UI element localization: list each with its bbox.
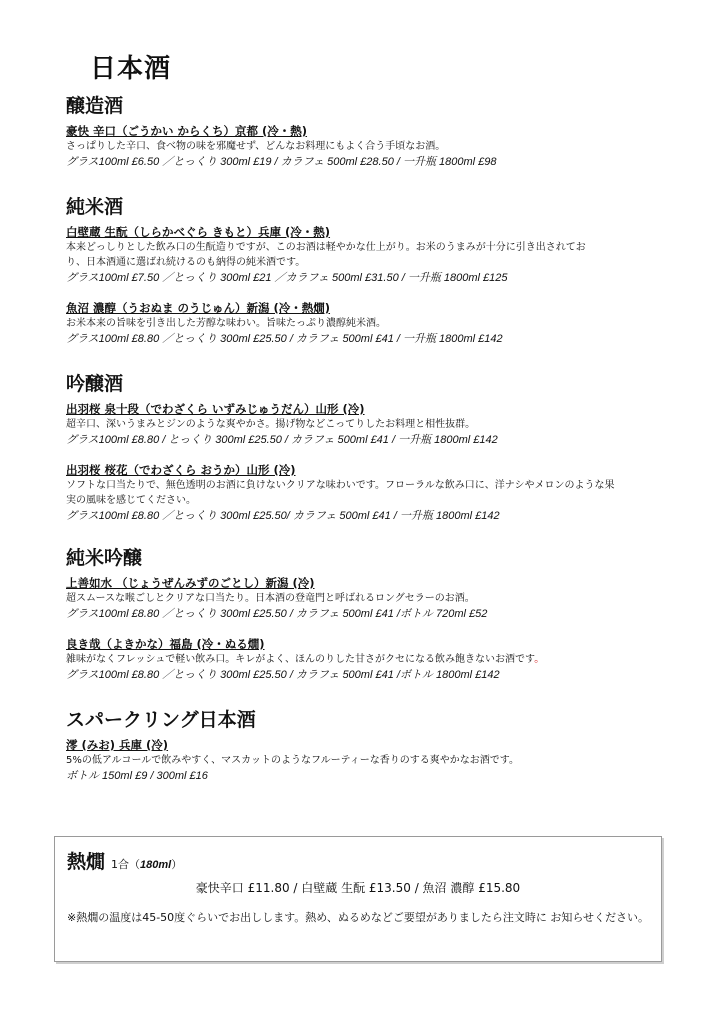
section-sparkling (66, 708, 666, 798)
item-price: グラス100ml £8.80 ／とっくり 300ml £25.50 / カラフェ 500ml £41 /ボトル 1800ml £142 (66, 669, 500, 681)
atsukan-unit-close: ） (171, 858, 183, 871)
menu-item (66, 462, 666, 524)
menu-item (66, 401, 666, 448)
menu-item (66, 224, 666, 286)
atsukan-prices: 豪快辛口 £11.80 / 白壁蔵 生酛 £13.50 / 魚沼 濃醇 £15.80 (195, 881, 521, 895)
item-description: 超スムースな喉ごしとクリアな口当たり。日本酒の登竜門と呼ばれるロングセラーのお酒。 (66, 593, 475, 604)
atsukan-unit-label: 1合（ (111, 858, 141, 871)
menu-item (66, 737, 666, 784)
atsukan-box (54, 836, 662, 962)
item-description: 実の風味を感じてください。 (66, 495, 196, 506)
menu-item (66, 300, 666, 347)
item-price: グラス100ml £8.80 ／とっくり 300ml £25.50 / カラフェ 500ml £41 / 一升瓶 1800ml £142 (66, 333, 503, 345)
item-description: り、日本酒通に選ばれ続けるのも納得の純米酒です。 (66, 257, 306, 268)
section-title: 純米吟醸 (66, 547, 143, 569)
page-title: 日本酒 (90, 54, 172, 84)
item-price: グラス100ml £8.80 ／とっくり 300ml £25.50/ カラフェ 500ml £41 / 一升瓶 1800ml £142 (66, 510, 500, 522)
item-price: グラス100ml £8.80 / とっくり 300ml £25.50 / カラフェ 500ml £41 / 一升瓶 1800ml £142 (66, 434, 498, 446)
menu-item (66, 636, 666, 683)
item-name: 白壁蔵 生酛（しらかべぐら きもと）兵庫 (冷・熱) (66, 225, 331, 239)
section-title: 醸造酒 (66, 95, 124, 117)
item-description-text: 雑味がなくフレッシュで軽い飲み口。キレがよく、ほんのりした甘さがクセになる飲み飽きないお酒です (66, 654, 535, 665)
item-price: ボトル 150ml £9 / 300ml £16 (66, 770, 208, 782)
section-ginjo (66, 372, 666, 538)
atsukan-title: 熱燗 (67, 851, 106, 873)
menu-item (66, 575, 666, 622)
item-description: さっぱりした辛口、食べ物の味を邪魔せず、どんなお料理にもよく合う手頃なお酒。 (66, 141, 446, 152)
section-jozo (66, 94, 666, 184)
item-description: 超辛口、深いうまみとジンのような爽やかさ。揚げ物などこってりしたお料理と相性抜群。 (66, 419, 476, 430)
atsukan-unit-ml: 180ml (140, 859, 172, 871)
section-junmai-ginjo (66, 546, 666, 697)
atsukan-header (67, 847, 182, 874)
item-description: 5%の低アルコールで飲みやすく、マスカットのようなフルーティーな香りのする爽やかなお酒です。 (66, 755, 519, 766)
item-name: 澪 (みお) 兵庫 (冷) (66, 738, 169, 752)
item-name: 出羽桜 桜花（でわざくら おうか）山形 (冷) (66, 463, 296, 477)
item-description: ソフトな口当たりで、無色透明のお酒に負けないクリアな味わいです。フローラルな飲み口に、洋ナシやメロンのような果 (66, 480, 615, 491)
atsukan-unit (111, 858, 182, 871)
section-title: 純米酒 (66, 196, 124, 218)
item-name: 上善如水 （じょうぜんみずのごとし）新潟 (冷) (66, 576, 315, 590)
atsukan-note: ※熱燗の温度は45-50度ぐらいでお出しします。熱め、ぬるめなどご要望がありましたら注文時に お知らせください。 (67, 911, 650, 924)
section-title: 吟醸酒 (66, 373, 124, 395)
item-description-period: 。 (534, 654, 545, 665)
item-description: お米本来の旨味を引き出した芳醇な味わい。旨味たっぷり濃醇純米酒。 (66, 318, 386, 329)
menu-item (66, 123, 666, 170)
section-title: スパークリング日本酒 (66, 709, 256, 731)
item-name: 良き哉（よきかな）福島 (冷・ぬる燗) (66, 637, 265, 651)
item-price: グラス100ml £8.80 ／とっくり 300ml £25.50 / カラフェ 500ml £41 /ボトル 720ml £52 (66, 608, 488, 620)
item-name: 豪快 辛口（ごうかい からくち）京都 (冷・熱) (66, 124, 308, 138)
item-description: 本来どっしりとした飲み口の生酛造りですが、このお酒は軽やかな仕上がり。お米のうまみが十分に引き出されてお (66, 242, 586, 253)
item-description (66, 652, 666, 667)
section-junmai (66, 195, 666, 361)
item-name: 出羽桜 泉十段（でわざくら いずみじゅうだん）山形 (冷) (66, 402, 365, 416)
item-price: グラス100ml £6.50 ／とっくり 300ml £19 / カラフェ 500ml £28.50 / 一升瓶 1800ml £98 (66, 156, 497, 168)
item-price: グラス100ml £7.50 ／とっくり 300ml £21 ／カラフェ 500ml £31.50 / 一升瓶 1800ml £125 (66, 272, 508, 284)
item-name: 魚沼 濃醇（うおぬま のうじゅん）新潟 (冷・熱燗) (66, 301, 331, 315)
